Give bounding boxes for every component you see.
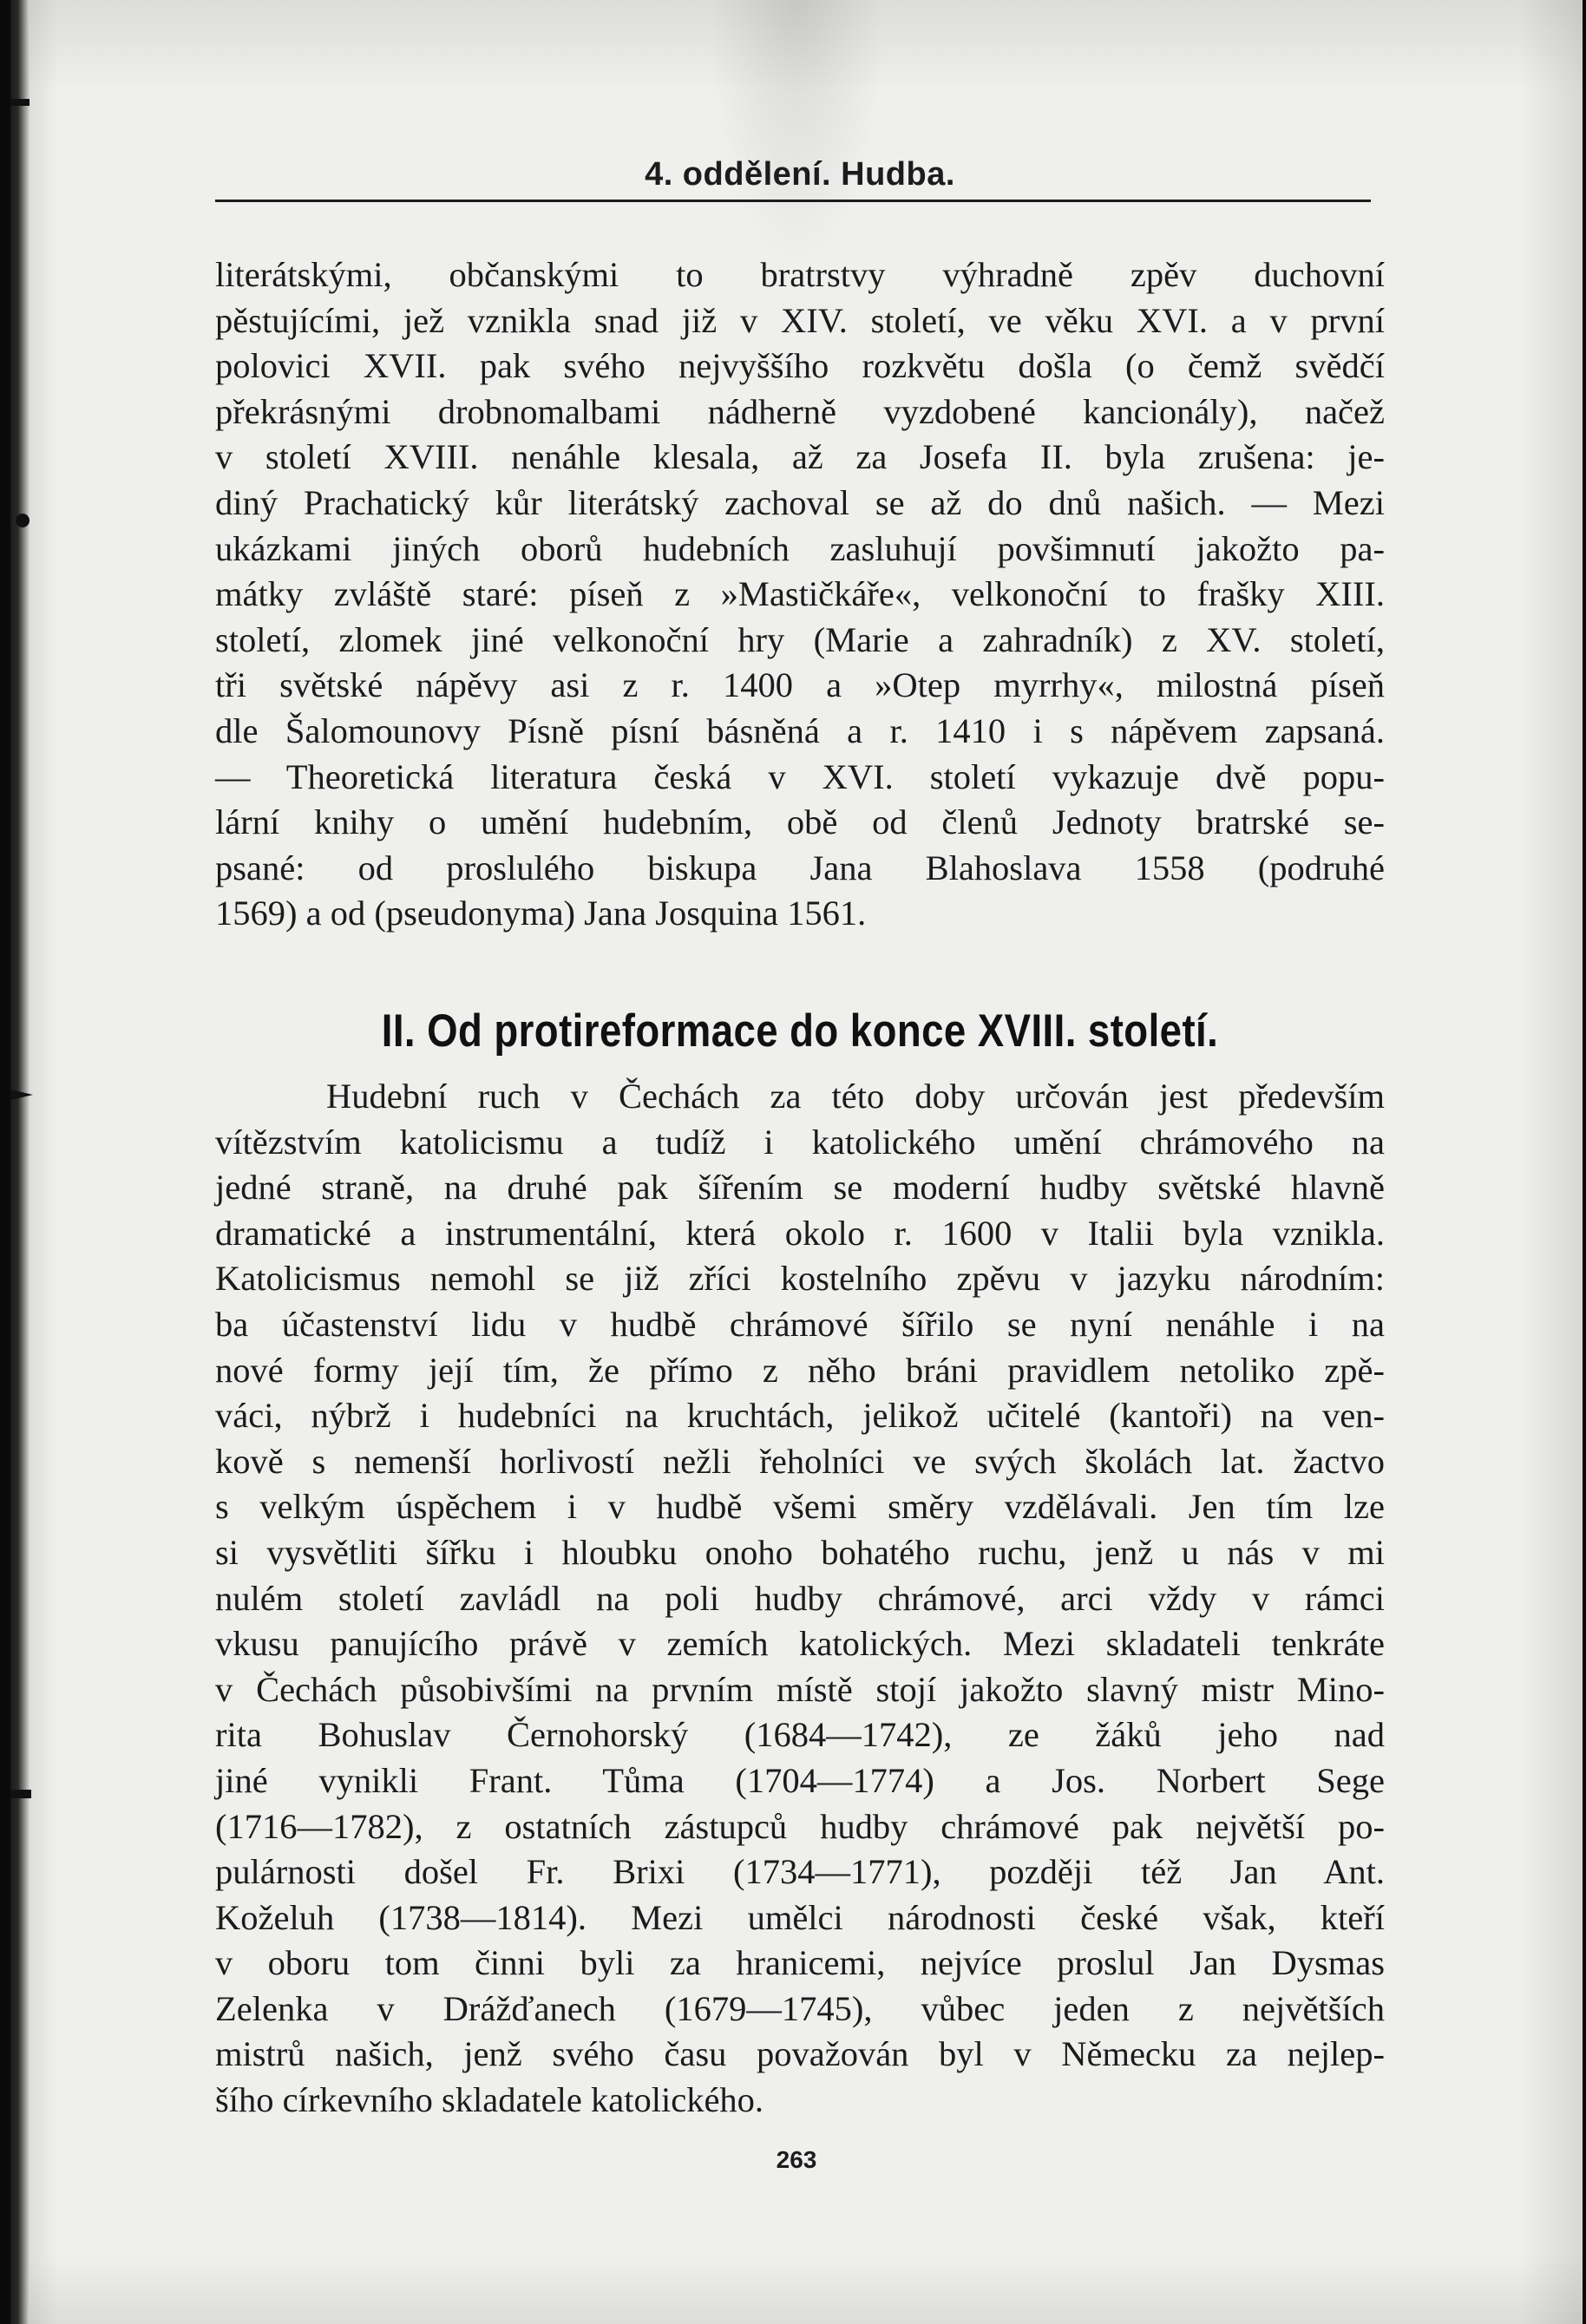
text-line: překrásnými drobnomalbami nádherně vyzdobené kancionály), načež xyxy=(215,391,1385,431)
text-line: si vysvětliti šířku i hloubku onoho bohatého ruchu, jenž u nás v mi xyxy=(215,1532,1385,1572)
text-line: Katolicismus nemohl se již zříci kostelního zpěvu v jazyku národním: xyxy=(215,1259,1385,1299)
text-line: ba účastenství lidu v hudbě chrámové šířilo se nyní nenáhle i na xyxy=(215,1304,1385,1344)
text-line: — Theoretická literatura česká v XVI. století vykazuje dvě popu- xyxy=(215,756,1385,796)
text-line: nové formy její tím, že přímo z něho bráni pravidlem netoliko zpě- xyxy=(215,1350,1385,1390)
text-line: pulárnosti došel Fr. Brixi (1734—1771), později též Jan Ant. xyxy=(215,1852,1385,1892)
text-line: s velkým úspěchem i v hudbě všemi směry vzdělávali. Jen tím lze xyxy=(215,1487,1385,1527)
paragraph-section-body xyxy=(215,1074,1385,2124)
text-line: mátky zvláště staré: píseň z »Mastičkáře«, velkonoční to frašky XIII. xyxy=(215,574,1385,614)
text-line: šího církevního skladatele katolického. xyxy=(215,2080,764,2120)
header-rule xyxy=(215,200,1371,202)
text-line: v Čechách působivšími na prvním místě stojí jakožto slavný mistr Mino- xyxy=(215,1669,1385,1709)
scanned-page xyxy=(10,0,1583,2324)
text-line: rita Bohuslav Černohorský (1684—1742), ze žáků jeho nad xyxy=(215,1715,1385,1755)
book-binding-edge xyxy=(10,0,29,2324)
text-line: nulém století zavládl na poli hudby chrámové, arci vždy v rámci xyxy=(215,1578,1385,1618)
text-line: psané: od proslulého biskupa Jana Blahoslava 1558 (podruhé xyxy=(215,848,1385,887)
running-header: 4. oddělení. Hudba. xyxy=(645,156,955,193)
text-line: váci, nýbrž i hudebníci na kruchtách, jelikož učitelé (kantoři) na ven- xyxy=(215,1396,1385,1436)
paragraph-continued xyxy=(215,252,1385,937)
text-line: vkusu panujícího právě v zemích katolických. Mezi skladateli tenkráte xyxy=(215,1624,1385,1664)
text-line: 1569) a od (pseudonyma) Jana Josquina 1561. xyxy=(215,894,867,933)
text-line: století, zlomek jiné velkonoční hry (Marie a zahradník) z XV. století, xyxy=(215,619,1385,659)
text-line: lární knihy o umění hudebním, obě od členů Jednoty bratrské se- xyxy=(215,802,1385,842)
text-line: dramatické a instrumentální, která okolo r. 1600 v Italii byla vznikla. xyxy=(215,1213,1385,1253)
text-line: mistrů našich, jenž svého času považován byl v Německu za nejlep- xyxy=(215,2034,1385,2074)
text-line: polovici XVII. pak svého nejvyššího rozkvětu došla (o čemž svědčí xyxy=(215,346,1385,386)
text-line: pěstujícími, jež vznikla snad již v XIV. století, ve věku XVI. a v první xyxy=(215,300,1385,340)
text-line: Hudební ruch v Čechách za této doby určován jest především xyxy=(326,1077,1385,1116)
margin-tab-marker-4 xyxy=(10,1785,36,1803)
text-line: v století XVIII. nenáhle klesala, až za Josefa II. byla zrušena: je- xyxy=(215,437,1385,477)
text-line: jiné vynikli Frant. Tůma (1704—1774) a Jos. Norbert Sege xyxy=(215,1760,1385,1800)
text-line: (1716—1782), z ostatních zástupců hudby chrámové pak největší po- xyxy=(215,1806,1385,1846)
margin-tab-marker-3 xyxy=(10,1086,36,1103)
text-line: tři světské nápěvy asi z r. 1400 a »Otep myrrhy«, milostná píseň xyxy=(215,665,1385,705)
text-line: Koželuh (1738—1814). Mezi umělci národnosti české však, kteří xyxy=(215,1897,1385,1937)
text-line: jedné straně, na druhé pak šířením se moderní hudby světské hlavně xyxy=(215,1168,1385,1208)
margin-tab-marker-2 xyxy=(10,512,36,529)
text-line: Zelenka v Drážďanech (1679—1745), vůbec jeden z největších xyxy=(215,1988,1385,2028)
text-line: literátskými, občanskými to bratrstvy výhradně zpěv duchovní xyxy=(215,255,1385,294)
margin-tab-marker-1 xyxy=(10,94,36,111)
section-heading: II. Od protireformace do konce XVIII. století. xyxy=(381,1005,1219,1057)
text-line: ukázkami jiných oborů hudebních zasluhují povšimnutí jakožto pa- xyxy=(215,528,1385,568)
page-number: 263 xyxy=(776,2146,817,2173)
text-line: vítězstvím katolicismu a tudíž i katolického umění chrámového na xyxy=(215,1122,1385,1162)
text-line: kově s nemenší horlivostí nežli řeholníci ve svých školách lat. žactvo xyxy=(215,1441,1385,1481)
text-line: diný Prachatický kůr literátský zachoval se až do dnů našich. — Mezi xyxy=(215,482,1385,522)
text-line: dle Šalomounovy Písně písní básněná a r. 1410 i s nápěvem zapsaná. xyxy=(215,710,1385,750)
text-line: v oboru tom činni byli za hranicemi, nejvíce proslul Jan Dysmas xyxy=(215,1943,1385,1983)
